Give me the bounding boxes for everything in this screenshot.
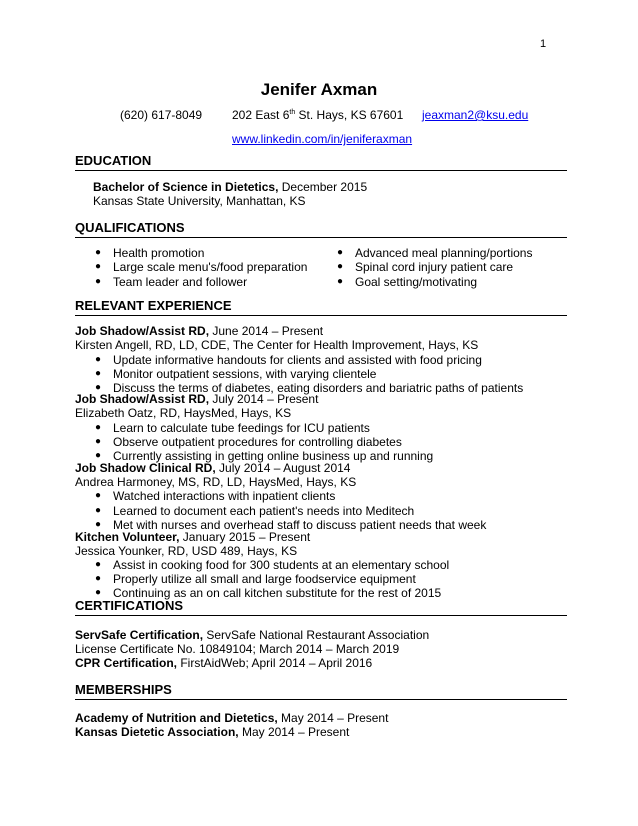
bullet-icon: ● (95, 573, 102, 584)
certification-cpr: CPR Certification, FirstAidWeb; April 2014 – April 2016 (75, 656, 373, 670)
membership-item: Kansas Dietetic Association, May 2014 – Present (75, 725, 350, 739)
contact-address: 202 East 6th St. Hays, KS 67601 (232, 108, 404, 122)
job-bullet: ● Continuing as an on call kitchen substitute for the rest of 2015 (95, 586, 442, 600)
job-bullet: ● Observe outpatient procedures for controlling diabetes (95, 435, 402, 449)
job-bullet: ● Update informative handouts for clients and assisted with food pricing (95, 353, 482, 367)
contact-email-link[interactable]: jeaxman2@ksu.edu (422, 108, 529, 122)
qualification-item: ● Goal setting/motivating (337, 275, 478, 289)
bullet-icon: ● (95, 436, 102, 447)
section-heading-experience: RELEVANT EXPERIENCE (75, 298, 567, 316)
section-heading-certifications: CERTIFICATIONS (75, 598, 567, 616)
bullet-icon: ● (95, 559, 102, 570)
job-organization: Elizabeth Oatz, RD, HaysMed, Hays, KS (75, 406, 292, 420)
qualification-item: ● Health promotion (95, 246, 205, 260)
job-bullet: ● Discuss the terms of diabetes, eating disorders and bariatric paths of patients (95, 381, 524, 395)
certification-license: License Certificate No. 10849104; March 2014 – March 2019 (75, 642, 400, 656)
job-bullet: ● Learn to calculate tube feedings for ICU patients (95, 421, 370, 435)
membership-item: Academy of Nutrition and Dietetics, May 2014 – Present (75, 711, 389, 725)
job-bullet: ● Assist in cooking food for 300 students at an elementary school (95, 558, 450, 572)
job-title: Job Shadow Clinical RD, July 2014 – August 2014 (75, 461, 351, 475)
education-degree: Bachelor of Science in Dietetics, December 2015 (93, 180, 368, 194)
page-number: 1 (540, 38, 547, 50)
education-school: Kansas State University, Manhattan, KS (93, 194, 306, 208)
job-organization: Kirsten Angell, RD, LD, CDE, The Center for Health Improvement, Hays, KS (75, 338, 479, 352)
bullet-icon: ● (95, 587, 102, 598)
job-title: Kitchen Volunteer, January 2015 – Present (75, 530, 311, 544)
certification-servsafe: ServSafe Certification, ServSafe National Restaurant Association (75, 628, 430, 642)
job-title: Job Shadow/Assist RD, June 2014 – Present (75, 324, 324, 338)
bullet-icon: ● (95, 519, 102, 530)
bullet-icon: ● (95, 490, 102, 501)
bullet-icon: ● (337, 276, 344, 287)
bullet-icon: ● (95, 247, 102, 258)
contact-phone: (620) 617-8049 (120, 108, 203, 122)
job-organization: Jessica Younker, RD, USD 489, Hays, KS (75, 544, 298, 558)
bullet-icon: ● (95, 422, 102, 433)
section-heading-memberships: MEMBERSHIPS (75, 682, 567, 700)
bullet-icon: ● (95, 261, 102, 272)
section-heading-qualifications: QUALIFICATIONS (75, 220, 567, 238)
qualification-item: ● Spinal cord injury patient care (337, 260, 514, 274)
bullet-icon: ● (95, 276, 102, 287)
bullet-icon: ● (95, 382, 102, 393)
bullet-icon: ● (337, 261, 344, 272)
job-bullet: ● Monitor outpatient sessions, with varying clientele (95, 367, 377, 381)
job-bullet: ● Currently assisting in getting online business up and running (95, 449, 434, 463)
resume-name: Jenifer Axman (260, 80, 378, 99)
job-bullet: ● Watched interactions with inpatient clients (95, 489, 336, 503)
bullet-icon: ● (95, 450, 102, 461)
job-bullet: ● Properly utilize all small and large foodservice equipment (95, 572, 416, 586)
job-title: Job Shadow/Assist RD, July 2014 – Present (75, 392, 319, 406)
section-heading-education: EDUCATION (75, 153, 567, 171)
job-organization: Andrea Harmoney, MS, RD, LD, HaysMed, Hays, KS (75, 475, 357, 489)
qualification-item: ● Team leader and follower (95, 275, 248, 289)
qualification-item: ● Large scale menu's/food preparation (95, 260, 308, 274)
contact-linkedin-link[interactable]: www.linkedin.com/in/jeniferaxman (232, 132, 413, 146)
bullet-icon: ● (337, 247, 344, 258)
bullet-icon: ● (95, 505, 102, 516)
job-bullet: ● Learned to document each patient's needs into Meditech (95, 504, 415, 518)
job-bullet: ● Met with nurses and overhead staff to discuss patient needs that week (95, 518, 487, 532)
bullet-icon: ● (95, 354, 102, 365)
bullet-icon: ● (95, 368, 102, 379)
qualification-item: ● Advanced meal planning/portions (337, 246, 533, 260)
